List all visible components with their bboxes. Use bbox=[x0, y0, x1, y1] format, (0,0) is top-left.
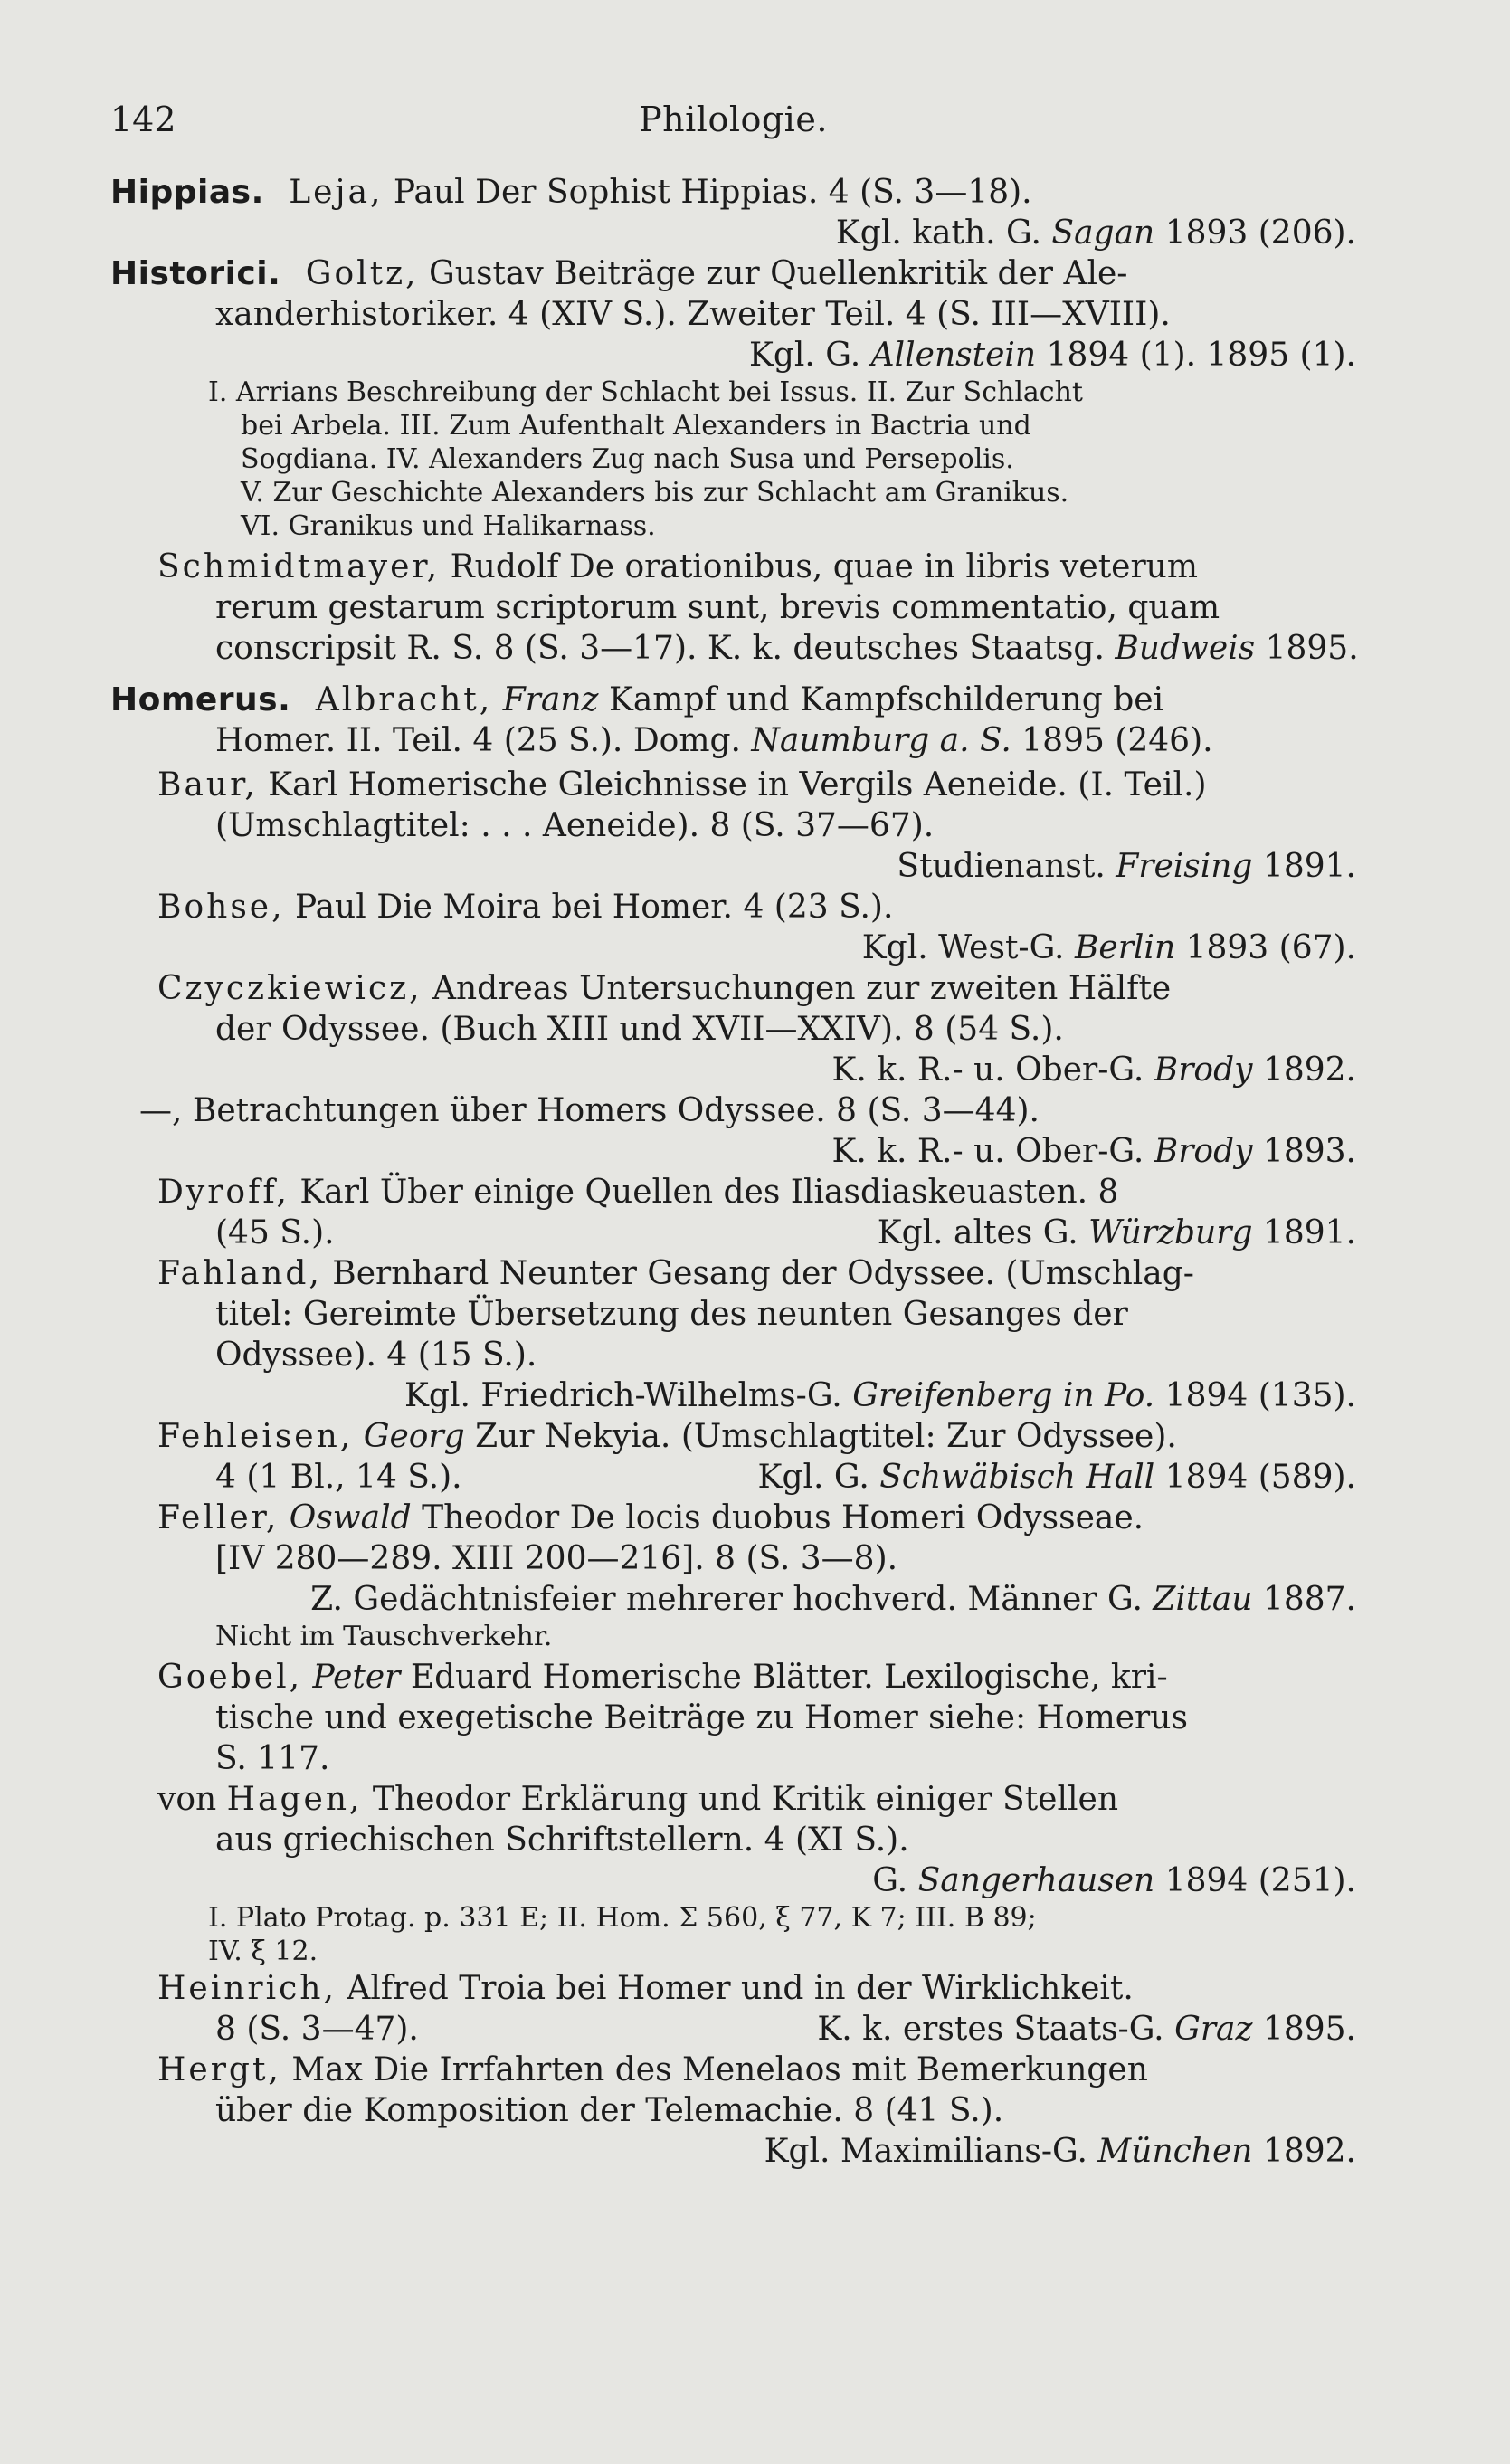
entry-hippias bbox=[110, 172, 1356, 253]
author-name: Baur, bbox=[157, 766, 258, 804]
page-count: (45 S.). bbox=[215, 1214, 335, 1251]
exchange-note: Nicht im Tauschverkehr. bbox=[215, 1621, 553, 1652]
author-name: Goebel, bbox=[157, 1659, 303, 1696]
entry-line: über die Komposition der Telemachie. 8 (41 S.). bbox=[215, 2092, 1004, 2129]
contents-note bbox=[157, 1901, 1356, 1968]
author-name: Bohse, bbox=[157, 889, 285, 926]
entry-text: Andreas Untersuchungen zur zweiten Hälfte bbox=[422, 970, 1172, 1007]
city-name: Graz bbox=[1174, 2011, 1253, 2048]
publisher-line bbox=[157, 1860, 1356, 1901]
school-name: K. k. R.- u. Ober-G. bbox=[831, 1133, 1154, 1170]
publisher-line bbox=[157, 2009, 1356, 2050]
city-name: München bbox=[1097, 2133, 1253, 2170]
author-name: Hergt, bbox=[157, 2051, 281, 2088]
subject-heading: Historici. bbox=[110, 255, 281, 292]
year-number: 1887. bbox=[1252, 1581, 1356, 1618]
year-number: 1891. bbox=[1252, 1214, 1356, 1251]
school-name: Z. Gedächtnisfeier mehrerer hochverd. Männer G. bbox=[310, 1581, 1154, 1618]
entry-line bbox=[157, 1416, 1356, 1457]
entry-text: Kampf und Kampfschilderung bei bbox=[598, 681, 1164, 718]
publisher-line bbox=[157, 2131, 1356, 2172]
publisher-line bbox=[157, 846, 1356, 887]
entry-line: rerum gestarum scriptorum sunt, brevis commentatio, quam bbox=[215, 589, 1220, 626]
entry-line bbox=[157, 1498, 1356, 1538]
publisher-line bbox=[139, 1131, 1356, 1172]
note-line: IV. ξ 12. bbox=[208, 1936, 318, 1967]
publisher-line bbox=[157, 1457, 1356, 1498]
author-name: Fahland, bbox=[157, 1255, 322, 1292]
entry-line bbox=[110, 253, 1356, 294]
entry-text: Theodor Erklärung und Kritik einiger Stellen bbox=[362, 1781, 1119, 1818]
entry-line bbox=[157, 765, 1356, 805]
entry-line bbox=[110, 547, 1356, 587]
entry-line: aus griechischen Schriftstellern. 4 (XI S.). bbox=[215, 1822, 909, 1859]
publisher-line bbox=[110, 720, 1356, 761]
school-name: K. k. R.- u. Ober-G. bbox=[831, 1051, 1154, 1089]
entry-text: Rudolf De orationibus, quae in libris veterum bbox=[440, 548, 1199, 585]
city-name: Würzburg bbox=[1088, 1214, 1253, 1251]
author-name: Leja, bbox=[289, 174, 384, 211]
entry-dyroff bbox=[110, 1172, 1356, 1253]
entry-czyczkiewicz-2 bbox=[110, 1090, 1356, 1172]
entry-text: Karl Über einige Quellen des Iliasdiaskeuasten. 8 bbox=[289, 1174, 1119, 1211]
entry-text: Eduard Homerische Blätter. Lexilogische, kri- bbox=[400, 1659, 1168, 1696]
page-count: 8 (S. 3—47). bbox=[215, 2011, 419, 2048]
entry-historici bbox=[110, 253, 1359, 669]
note-line: I. Arrians Beschreibung der Schlacht bei Issus. II. Zur Schlacht bbox=[208, 376, 1083, 408]
publisher-line bbox=[157, 1050, 1356, 1090]
entry-line bbox=[157, 968, 1356, 1009]
note-line: VI. Granikus und Halikarnass. bbox=[241, 510, 656, 542]
entry-text: Theodor De locis duobus Homeri Odysseae. bbox=[411, 1499, 1144, 1536]
entry-text: Bernhard Neunter Gesang der Odyssee. (Umschlag- bbox=[321, 1255, 1194, 1292]
subject-heading: Hippias. bbox=[110, 174, 264, 211]
entry-line bbox=[157, 1172, 1356, 1213]
year-number: 1894 (589). bbox=[1154, 1459, 1356, 1496]
school-name: G. bbox=[872, 1862, 918, 1899]
entry-bohse bbox=[110, 887, 1356, 968]
school-name: Kgl. West-G. bbox=[861, 929, 1075, 966]
year-number: 1895 (246). bbox=[1011, 722, 1213, 759]
year-number: 1893 (206). bbox=[1154, 214, 1356, 252]
publisher-line bbox=[110, 335, 1356, 376]
city-name: Zittau bbox=[1153, 1581, 1253, 1618]
school-name: Kgl. Maximilians-G. bbox=[764, 2133, 1098, 2170]
entry-line: S. 117. bbox=[215, 1740, 330, 1777]
entry-text: Zur Nekyia. (Umschlagtitel: Zur Odyssee). bbox=[464, 1418, 1177, 1455]
page-count: 4 (1 Bl., 14 S.). bbox=[215, 1459, 462, 1496]
city-name: Schwäbisch Hall bbox=[879, 1459, 1155, 1496]
year-number: 1894 (251). bbox=[1154, 1862, 1356, 1899]
entry-text: Max Die Irrfahrten des Menelaos mit Bemerkungen bbox=[280, 2051, 1148, 2088]
author-name: Dyroff, bbox=[157, 1174, 290, 1211]
author-name: Fehleisen, bbox=[157, 1418, 354, 1455]
city-name: Freising bbox=[1116, 848, 1253, 885]
school-name: conscripsit R. S. 8 (S. 3—17). K. k. deutsches Staatsg. bbox=[215, 630, 1116, 667]
year-number: 1893. bbox=[1252, 1133, 1356, 1170]
entry-line: der Odyssee. (Buch XIII und XVII—XXIV). 8 (54 S.). bbox=[215, 1011, 1064, 1048]
author-name: Hagen, bbox=[226, 1781, 363, 1818]
entry-line: Odyssee). 4 (15 S.). bbox=[215, 1337, 537, 1374]
note-line: V. Zur Geschichte Alexanders bis zur Schlacht am Granikus. bbox=[241, 477, 1069, 509]
year-number: 1895. bbox=[1252, 2011, 1356, 2048]
city-name: Berlin bbox=[1074, 929, 1176, 966]
entry-fehleisen bbox=[110, 1416, 1356, 1498]
entry-line bbox=[157, 1657, 1356, 1698]
author-name: Heinrich, bbox=[157, 1970, 337, 2007]
school-name: Homer. II. Teil. 4 (25 S.). Domg. bbox=[215, 722, 752, 759]
year-number: 1895. bbox=[1255, 630, 1359, 667]
author-name: Albracht, bbox=[315, 681, 493, 718]
city-name: Brody bbox=[1154, 1051, 1253, 1089]
entry-baur bbox=[110, 765, 1356, 887]
year-number: 1893 (67). bbox=[1175, 929, 1356, 966]
entry-line: (Umschlagtitel: . . . Aeneide). 8 (S. 37—67). bbox=[215, 807, 935, 844]
year-number: 1894 (1). 1895 (1). bbox=[1036, 337, 1356, 374]
entry-hergt bbox=[110, 2050, 1356, 2172]
note-line: I. Plato Protag. p. 331 E; II. Hom. Σ 560, ξ 77, Κ 7; III. B 89; bbox=[208, 1902, 1037, 1934]
note-line: Sogdiana. IV. Alexanders Zug nach Susa und Persepolis. bbox=[241, 443, 1014, 475]
city-name: Sangerhausen bbox=[917, 1862, 1155, 1899]
school-name: K. k. erstes Staats-G. bbox=[817, 2011, 1175, 2048]
entry-line: titel: Gereimte Übersetzung des neunten Gesanges der bbox=[215, 1296, 1128, 1333]
city-name: Allenstein bbox=[870, 337, 1037, 374]
school-name: Kgl. altes G. bbox=[877, 1214, 1089, 1251]
author-name: Feller, bbox=[157, 1499, 280, 1536]
year-number: 1892. bbox=[1252, 1051, 1356, 1089]
publisher-line bbox=[157, 1579, 1356, 1620]
entry-text: Alfred Troia bei Homer und in der Wirklichkeit. bbox=[336, 1970, 1134, 2007]
publisher-line bbox=[157, 1375, 1356, 1416]
author-name: Czyczkiewicz, bbox=[157, 970, 423, 1007]
entry-line: [IV 280—289. XIII 200—216]. 8 (S. 3—8). bbox=[215, 1540, 898, 1577]
year-number: 1894 (135). bbox=[1154, 1377, 1356, 1414]
entry-line bbox=[157, 1253, 1356, 1294]
city-name: Budweis bbox=[1115, 630, 1256, 667]
entry-text: Gustav Beiträge zur Quellenkritik der Ale- bbox=[418, 255, 1128, 292]
page-header bbox=[110, 100, 1356, 145]
entry-text: Karl Homerische Gleichnisse in Vergils Aeneide. (I. Teil.) bbox=[257, 766, 1207, 804]
entry-text: Paul Die Moira bei Homer. 4 (23 S.). bbox=[284, 889, 894, 926]
entry-line: tische und exegetische Beiträge zu Homer siehe: Homerus bbox=[215, 1699, 1188, 1736]
entry-homerus bbox=[110, 680, 1356, 761]
entry-line bbox=[157, 887, 1356, 928]
contents-note bbox=[110, 376, 1356, 543]
entry-line bbox=[157, 1968, 1356, 2009]
given-name: Georg bbox=[363, 1418, 465, 1455]
entry-goebel bbox=[110, 1657, 1356, 1779]
school-name: Kgl. Friedrich-Wilhelms-G. bbox=[404, 1377, 853, 1414]
entry-fahland bbox=[110, 1253, 1356, 1416]
city-name: Greifenberg in Po. bbox=[852, 1377, 1155, 1414]
entry-line bbox=[110, 172, 1356, 213]
year-number: 1892. bbox=[1252, 2133, 1356, 2170]
publisher-line bbox=[110, 628, 1359, 669]
entry-line bbox=[157, 2050, 1356, 2090]
entry-line: xanderhistoriker. 4 (XIV S.). Zweiter Teil. 4 (S. III—XVIII). bbox=[215, 296, 1171, 333]
page-number: 142 bbox=[110, 100, 176, 139]
publisher-line bbox=[157, 1213, 1356, 1253]
entry-line: —, Betrachtungen über Homers Odyssee. 8 (S. 3—44). bbox=[139, 1092, 1040, 1129]
city-name: Brody bbox=[1154, 1133, 1253, 1170]
given-name: Oswald bbox=[289, 1499, 412, 1536]
entry-feller bbox=[110, 1498, 1356, 1653]
entry-line bbox=[157, 1779, 1356, 1820]
city-name: Naumburg a. S. bbox=[751, 722, 1011, 759]
author-name: Goltz, bbox=[305, 255, 419, 292]
entry-text: Paul Der Sophist Hippias. 4 (S. 3—18). bbox=[383, 174, 1032, 211]
publisher-line bbox=[110, 213, 1356, 253]
given-name: Peter bbox=[312, 1659, 401, 1696]
school-name: Studienanst. bbox=[897, 848, 1116, 885]
publisher-line bbox=[157, 928, 1356, 968]
entry-heinrich bbox=[110, 1968, 1356, 2050]
city-name: Sagan bbox=[1051, 214, 1155, 252]
bibliography-body bbox=[110, 172, 1359, 2172]
school-name: Kgl. kath. G. bbox=[835, 214, 1052, 252]
running-head: Philologie. bbox=[639, 100, 828, 139]
subject-heading: Homerus. bbox=[110, 681, 291, 718]
school-name: Kgl. G. bbox=[748, 337, 871, 374]
note-line: bei Arbela. III. Zum Aufenthalt Alexanders in Bactria und bbox=[241, 410, 1031, 442]
year-number: 1891. bbox=[1252, 848, 1356, 885]
entry-czyczkiewicz bbox=[110, 968, 1356, 1090]
given-name: Franz bbox=[502, 681, 599, 718]
author-name: Schmidtmayer, bbox=[157, 548, 441, 585]
entry-line bbox=[110, 680, 1356, 720]
name-prefix: von bbox=[157, 1781, 227, 1818]
school-name: Kgl. G. bbox=[757, 1459, 880, 1496]
entry-von-hagen bbox=[110, 1779, 1356, 1968]
